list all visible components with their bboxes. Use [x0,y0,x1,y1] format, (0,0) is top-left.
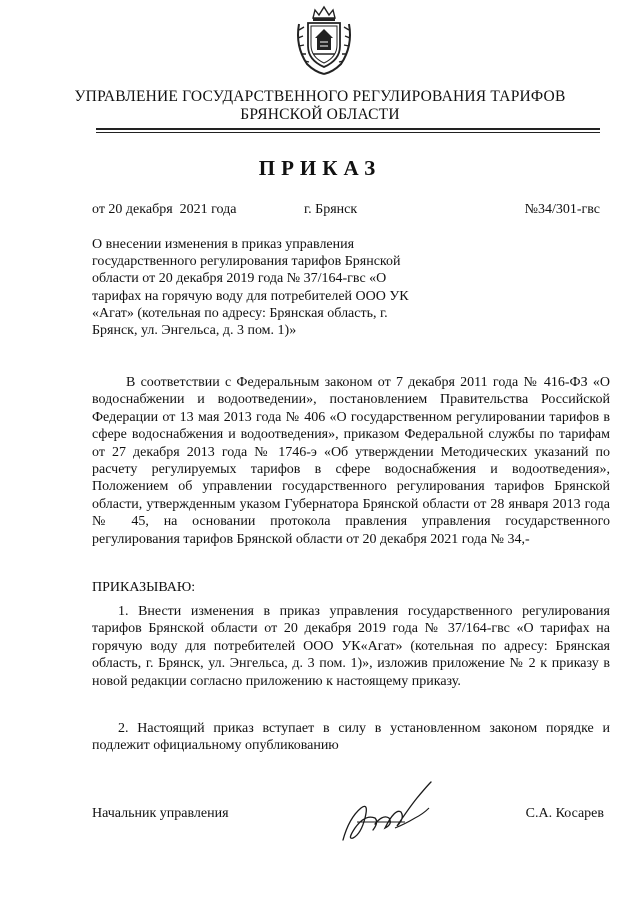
document-date: от 20 декабря 2021 года [92,202,237,217]
preamble-paragraph: В соответствии с Федеральным законом от 7 декабря 2011 года № 416-ФЗ «О водоснабжении и водоотведении», постановлением Правительства Российской Федерации от 13 мая 2013 года № 406 «О государственном регулировании тарифов в сфере водоснабжения и водоотведения», приказом Федеральной службы по тарифам от 27 декабря 2013 года № 1746-э «Об утверждении Методических указаний по расчету регулируемых тарифов в сфере водоснабжения и водоотведения», Положением об управлении государственного регулирования тарифов Брянской области, утвержденным указом Губернатора Брянской области от 28 января 2013 года № 45, на основании протокола правления управления государственного регулирования тарифов Брянской области от 20 декабря 2021 года № 34,- [92,375,610,547]
order-item-2: 2. Настоящий приказ вступает в силу в установленном законом порядке и подлежит официальному опубликованию [92,721,610,754]
signatory-position: Начальник управления [92,806,229,821]
order-heading: ПРИКАЗЫВАЮ: [92,580,196,595]
document-city: г. Брянск [304,202,358,217]
org-name-line2: БРЯНСКОЙ ОБЛАСТИ [240,106,400,123]
header-rule-thin [96,132,600,133]
org-name-line1: УПРАВЛЕНИЕ ГОСУДАРСТВЕННОГО РЕГУЛИРОВАНИЯ ТАРИФОВ [74,88,566,105]
header-rule-thick [96,128,600,130]
signatory-name: С.А. Косарев [525,806,604,821]
coat-of-arms-icon [293,4,355,76]
document-subject: О внесении изменения в приказ управления государственного регулирования тарифов Брянской области от 20 декабря 2019 года № 37/164-гвс «О тарифах на горячую воду для потребителей ООО УК «Агат» (котельная по адресу: Брянская область, г. Брянск, ул. Энгельса, д. 3 пом. 1)» [92,237,409,339]
document-number: №34/301-гвс [524,202,600,217]
document-title: ПРИКАЗ [258,156,382,180]
order-item-1: 1. Внести изменения в приказ управления государственного регулирования тарифов Брянской области от 20 декабря 2019 года № 37/164-гвс «О тарифах на горячую воду для потребителей ООО УК«Агат» (котельная по адресу: Брянская область, г. Брянск, ул. Энгельса, д. 3 пом. 1)», изложив приложение № 2 к приказу в новой редакции согласно приложению к настоящему приказу. [92,604,610,689]
handwritten-signature [335,778,445,848]
